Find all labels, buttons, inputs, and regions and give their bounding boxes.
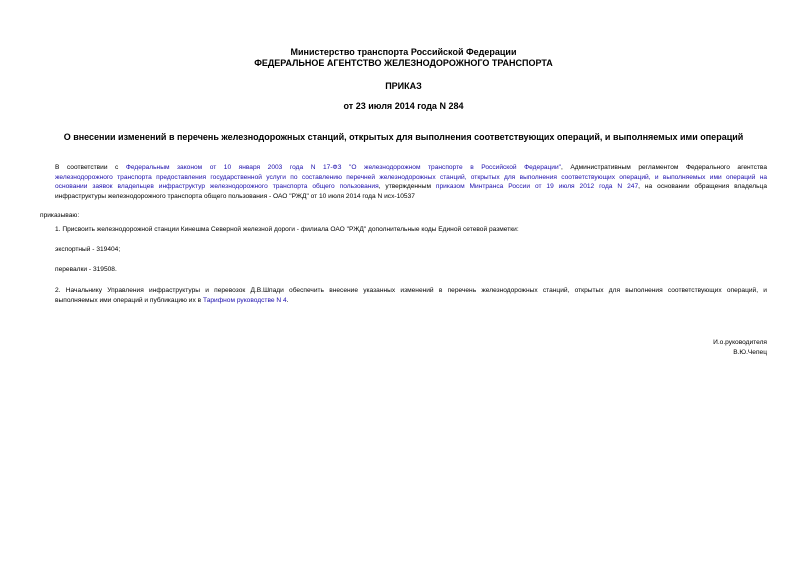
preamble-paragraph: [40, 163, 767, 201]
doc-type-heading: ПРИКАЗ: [385, 81, 422, 91]
order-word: приказываю:: [40, 212, 80, 219]
transshipment-code: перевалки - 319508.: [55, 266, 117, 273]
tariff-guide-link[interactable]: Тарифном руководстве N 4: [202, 296, 287, 304]
item-2: [40, 286, 767, 305]
preamble-text: В соответствии с: [55, 164, 126, 171]
regulation-link[interactable]: железнодорожного транспорта предоставления государственной услуги по составлению перечней железнодорожных станций, открытых для выполнения соответствующих операций, и выполняемых ими операций на: [55, 173, 767, 181]
preamble-text: , Административным регламентом Федерального агентства: [561, 164, 767, 171]
preamble-line-3: [40, 182, 767, 192]
agency-heading: ФЕДЕРАЛЬНОЕ АГЕНТСТВО ЖЕЛЕЗНОДОРОЖНОГО ТРАНСПОРТА: [254, 58, 553, 68]
export-code: экспортный - 319404;: [55, 246, 121, 253]
regulation-link-continued[interactable]: основании заявок владельцев инфраструктур железнодорожного транспорта общего пользования: [55, 183, 379, 190]
preamble-line-1: [40, 163, 767, 173]
item-2-line-1: 2. Начальнику Управления инфраструктуры и перевозок Д.В.Шпади обеспечить внесение указанных изменений в перечень железнодорожных станций, открытых для выполнения соответствующих операций, и: [55, 287, 767, 294]
item-2-text-end: .: [286, 296, 289, 304]
signature-name: В.Ю.Чепец: [733, 349, 767, 356]
ministry-heading: Министерство транспорта Российской Федерации: [290, 47, 517, 57]
document-title: О внесении изменений в перечень железнодорожных станций, открытых для выполнения соответствующих операций, и выполняемых ими операций: [63, 132, 744, 142]
preamble-text: , на основании обращения владельца: [638, 183, 767, 190]
federal-law-link[interactable]: Федеральным законом от 10 января 2003 года N 17-ФЗ "О железнодорожном транспорте в Российской Федерации": [125, 164, 562, 171]
date-number-heading: от 23 июля 2014 года N 284: [343, 101, 464, 111]
item-2-text: выполняемых ими операций и публикацию их в: [55, 296, 203, 304]
item-1: 1. Присвоить железнодорожной станции Кинешма Северной железной дороги - филиала ОАО "РЖД" дополнительные коды Единой сетевой разметки:: [55, 226, 519, 233]
item-2-line-2: [40, 296, 767, 306]
preamble-line-4: инфраструктуры железнодорожного транспорта общего пользования - ОАО "РЖД" от 10 июля 2014 года N исх-10537: [55, 192, 415, 200]
mintrans-order-link[interactable]: приказом Минтранса России от 19 июля 2012 года N 247: [435, 183, 639, 190]
signature-role: И.о.руководителя: [713, 339, 767, 346]
preamble-text: , утвержденным: [378, 183, 436, 190]
preamble-line-2: [40, 173, 767, 183]
